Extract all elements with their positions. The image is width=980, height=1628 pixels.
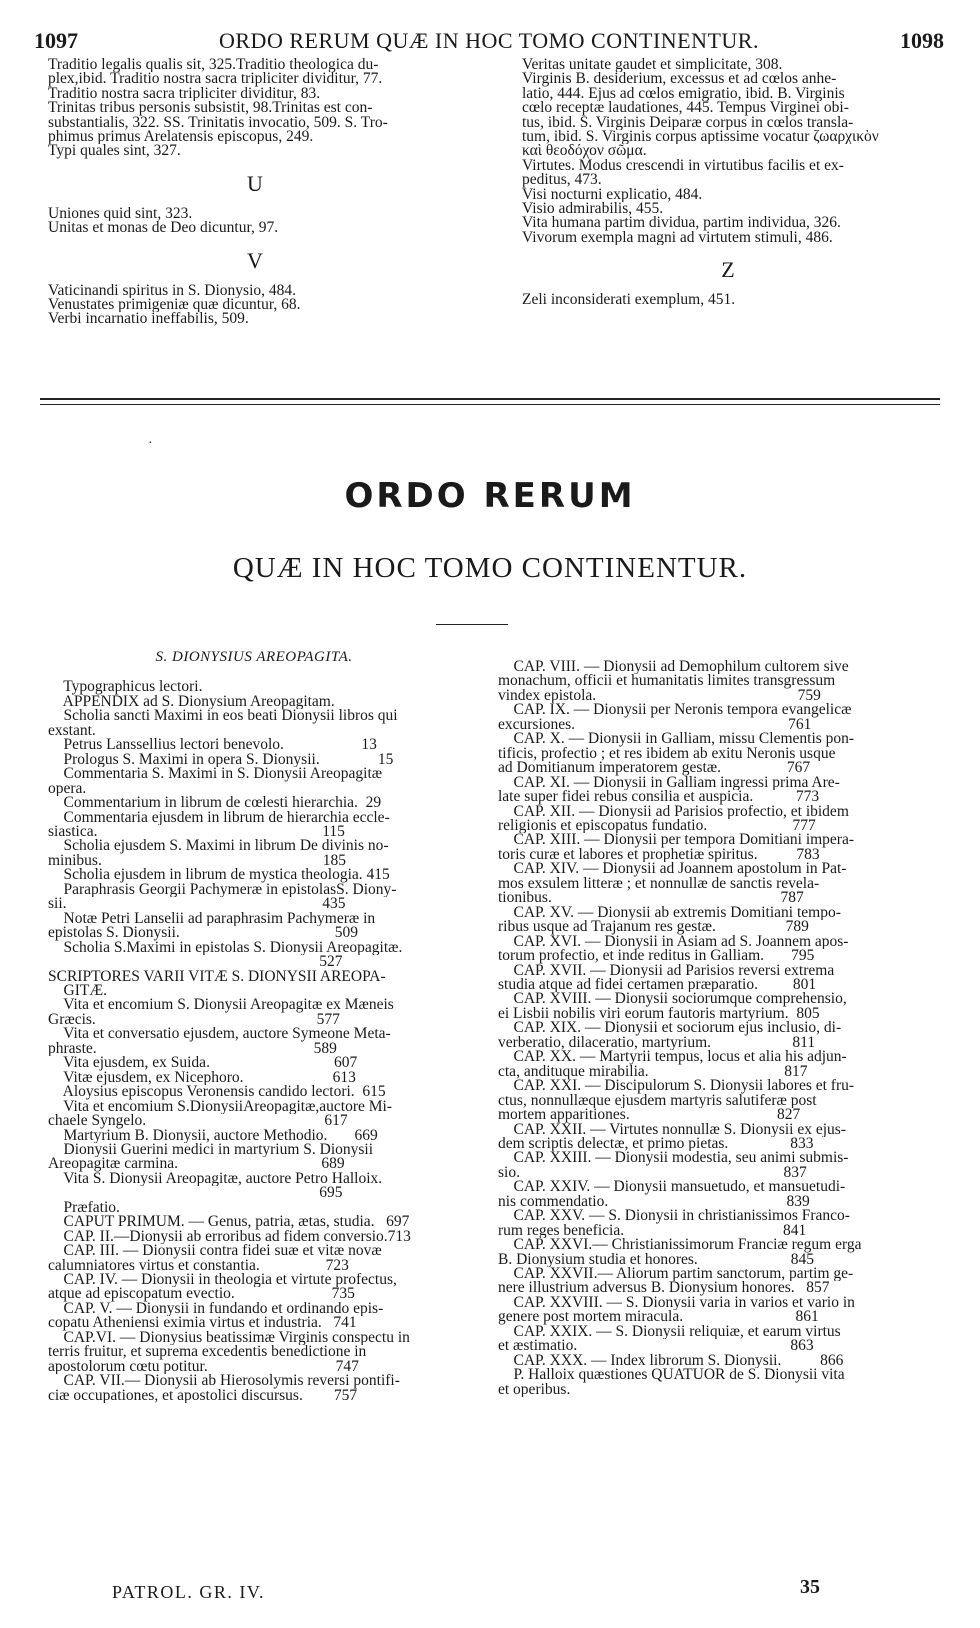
contents-entry-line: Aloysius episcopus Veronensis candido lectori. 615 bbox=[48, 1085, 386, 1100]
contents-entry-line: GITÆ. bbox=[48, 983, 107, 999]
contents-entry-line: rum reges beneficia. 841 bbox=[498, 1223, 807, 1239]
contents-entry-line: sio. 837 bbox=[498, 1165, 807, 1181]
contents-left-column bbox=[48, 650, 460, 1403]
contents-entry-line: vindex epistola. 759 bbox=[498, 688, 821, 704]
index-v-continued-entries bbox=[522, 58, 934, 245]
contents-entry-line: CAP. XXII. — Virtutes nonnullæ S. Dionysii ex ejus- bbox=[498, 1122, 846, 1137]
contents-entry-line: Prologus S. Maximi in opera S. Dionysii. 15 bbox=[48, 752, 394, 768]
index-entry-line: Uniones quid sint, 323. bbox=[48, 206, 193, 222]
index-entry-line: Verbi incarnatio ineffabilis, 509. bbox=[48, 312, 249, 327]
main-title: ORDO RERUM bbox=[344, 476, 636, 516]
contents-entry-line: CAP. V. — Dionysii in fundando et ordinando epis- bbox=[48, 1301, 384, 1317]
contents-entry-line: CAP. XIX. — Dionysii et sociorum ejus inclusio, di- bbox=[498, 1021, 842, 1036]
index-z-entries bbox=[522, 293, 934, 307]
page-number-right: 1098 bbox=[900, 28, 944, 53]
contents-entry-line: et æstimatio. 863 bbox=[498, 1339, 814, 1354]
index-entry-line: cœlo receptæ laudationes, 445. Tempus Virginei obi- bbox=[522, 101, 849, 116]
contents-entry-line: CAP. XVI. — Dionysii in Asiam ad S. Joannem apos- bbox=[498, 934, 849, 950]
divider-rule-top bbox=[40, 398, 940, 400]
contents-entry-line: CAP. XXI. — Discipulorum S. Dionysii labores et fru- bbox=[498, 1079, 855, 1094]
contents-entry-line: CAP. IX. — Dionysii per Neronis tempora evangelicæ bbox=[498, 703, 852, 718]
contents-entry-line: CAP. XXVII.— Aliorum partim sanctorum, partim ge- bbox=[498, 1267, 854, 1282]
contents-entry-line: Græcis. 577 bbox=[48, 1012, 340, 1028]
index-entry-line: latio, 444. Ejus ad cœlos emigratio, ibid. B. Virginis bbox=[522, 86, 845, 102]
index-entry-line: Vita humana partim dividua, partim individua, 326. bbox=[522, 216, 841, 231]
index-entry-line: Venustates primigeniæ quæ dicuntur, 68. bbox=[48, 298, 301, 313]
contents-entry-line: 527 bbox=[48, 955, 343, 970]
contents-entry-line: excursiones. 761 bbox=[498, 717, 812, 733]
index-entry-line: Virginis B. desiderium, excessus et ad cœlos anhe- bbox=[522, 72, 837, 87]
contents-entry-line: tionibus. 787 bbox=[498, 891, 804, 906]
contents-entry-line: CAP. XXVI.— Christianissimorum Franciæ regum erga bbox=[498, 1238, 862, 1253]
index-entry-line: Zeli inconsiderati exemplum, 451. bbox=[522, 293, 736, 308]
contents-entry-line: CAP. X. — Dionysii in Galliam, missu Clementis pon- bbox=[498, 732, 855, 747]
index-entry-line: Visi nocturni explicatio, 484. bbox=[522, 187, 703, 203]
contents-entry-line: cta, andituque mirabilia. 817 bbox=[498, 1064, 808, 1080]
contents-left-entries bbox=[48, 680, 460, 1403]
page-number-left: 1097 bbox=[34, 28, 78, 53]
contents-entry-line: APPENDIX ad S. Dionysium Areopagitam. bbox=[48, 694, 335, 710]
contents-entry-line: CAP. XV. — Dionysii ab extremis Domitiani tempo- bbox=[498, 905, 841, 921]
contents-entry-line: et operibus. bbox=[498, 1382, 571, 1398]
contents-entry-line: Typographicus lectori. bbox=[48, 680, 203, 695]
index-left-column bbox=[48, 58, 462, 327]
index-entry-line: tum, ibid. S. Virginis corpus aptissime vocatur ζωαρχικὸν bbox=[522, 130, 879, 145]
contents-entry-line: studia atque ad fidei certamen præparatio. 801 bbox=[498, 977, 817, 993]
index-entry-line: tus, ibid. S. Virginis Deiparæ corpus in cœlos transla- bbox=[522, 115, 854, 131]
index-entry-line: Trinitas tribus personis subsistit, 98.Trinitas est con- bbox=[48, 101, 373, 116]
contents-entry-line: dem scriptis delectæ, et primo pietas. 833 bbox=[498, 1136, 814, 1152]
index-entry-line: substantialis, 322. SS. Trinitatis invocatio, 509. S. Tro- bbox=[48, 115, 388, 131]
contents-entry-line: CAP. VIII. — Dionysii ad Demophilum cultorem sive bbox=[498, 660, 849, 675]
contents-entry-line: Martyrium B. Dionysii, auctore Methodio. 669 bbox=[48, 1128, 378, 1143]
contents-entry-line: mos exsulem litteræ ; et nonnullæ de sanctis revela- bbox=[498, 876, 820, 892]
contents-entry-line: calumniatores virtus et constantia. 723 bbox=[48, 1258, 349, 1274]
footer-volume: PATROL. GR. IV. bbox=[112, 1582, 266, 1602]
contents-entry-line: CAP. XIV. — Dionysii ad Joannem apostolum in Pat- bbox=[498, 862, 847, 877]
index-t-entries bbox=[48, 58, 462, 159]
contents-entry-line: CAP. XXX. — Index librorum S. Dionysii. 866 bbox=[498, 1353, 844, 1369]
contents-entry-line: sii. 435 bbox=[48, 897, 346, 912]
footer-page-number: 35 bbox=[800, 1576, 820, 1598]
running-header bbox=[34, 28, 944, 52]
short-rule bbox=[436, 624, 508, 625]
contents-entry-line: opera. bbox=[48, 781, 87, 797]
running-title: ORDO RERUM QUÆ IN HOC TOMO CONTINENTUR. bbox=[219, 28, 759, 53]
contents-entry-line: late super fidei rebus consilia et auspicia. 773 bbox=[498, 790, 820, 805]
contents-entry-line: siastica. 115 bbox=[48, 824, 345, 840]
index-entry-line: Traditio legalis qualis sit, 325.Traditio theologica du- bbox=[48, 58, 379, 73]
contents-entry-line: Areopagitæ carmina. 689 bbox=[48, 1157, 345, 1172]
index-u-entries bbox=[48, 207, 462, 236]
contents-entry-line: CAP. XX. — Martyrii tempus, locus et alia his adjun- bbox=[498, 1050, 847, 1065]
contents-entry-line: Scholia sancti Maximi in eos beati Dionysii libros qui bbox=[48, 709, 398, 724]
index-v-entries bbox=[48, 284, 462, 327]
contents-entry-line: nere illustrium adversus B. Dionysium honores. 857 bbox=[498, 1281, 830, 1296]
contents-entry-line: ctus, nonnullæque ejusdem martyris salutiferæ post bbox=[498, 1093, 817, 1109]
index-letter-z: Z bbox=[721, 257, 735, 283]
contents-entry-line: ei Lisbii nobilis viri eorum fautoris martyrium. 805 bbox=[498, 1006, 820, 1022]
contents-entry-line: verberatio, dilaceratio, martyrium. 811 bbox=[498, 1035, 816, 1051]
index-entry-line: Unitas et monas de Deo dicuntur, 97. bbox=[48, 221, 279, 236]
contents-entry-line: CAP. XXVIII. — S. Dionysii varia in varios et vario in bbox=[498, 1295, 855, 1311]
section-heading: S. DIONYSIUS AREOPAGITA. bbox=[155, 649, 353, 665]
contents-entry-line: Præfatio. bbox=[48, 1200, 120, 1216]
contents-entry-line: CAP. XI. — Dionysii in Galliam ingressi prima Are- bbox=[498, 775, 840, 791]
contents-entry-line: Vita et encomium S. Dionysii Areopagitæ ex Mæneis bbox=[48, 998, 394, 1013]
index-letter-u: U bbox=[247, 170, 263, 196]
contents-entry-line: epistolas S. Dionysii. 509 bbox=[48, 926, 359, 941]
contents-entry-line: CAP. XXIII. — Dionysii modestia, seu animi submis- bbox=[498, 1151, 849, 1166]
index-entry-line: Visio admirabilis, 455. bbox=[522, 202, 664, 217]
contents-entry-line: SCRIPTORES VARII VITÆ S. DIONYSII AREOPA- bbox=[48, 969, 386, 984]
contents-entry-line: CAPUT PRIMUM. — Genus, patria, ætas, studia. 697 bbox=[48, 1215, 410, 1230]
contents-entry-line: CAP. XVIII. — Dionysii sociorumque comprehensio, bbox=[498, 992, 847, 1007]
contents-entry-line: Commentaria ejusdem in librum de hierarchia eccle- bbox=[48, 810, 390, 825]
index-entry-line: Virtutes. Modus crescendi in virtutibus facilis et ex- bbox=[522, 158, 844, 174]
contents-entry-line: Vita S. Dionysii Areopagitæ, auctore Petro Halloix. bbox=[48, 1171, 383, 1187]
contents-entry-line: Scholia ejusdem S. Maximi in librum De divinis no- bbox=[48, 839, 389, 854]
contents-entry-line: CAP. XXV. — S. Dionysii in christianissimos Franco- bbox=[498, 1209, 850, 1224]
contents-entry-line: Commentaria S. Maximi in S. Dionysii Areopagitæ bbox=[48, 767, 383, 782]
contents-entry-line: Scholia ejusdem in librum de mystica theologia. 415 bbox=[48, 868, 390, 883]
contents-entry-line: Vitæ ejusdem, ex Nicephoro. 613 bbox=[48, 1070, 356, 1086]
contents-entry-line: CAP. XIII. — Dionysii per tempora Domitiani impera- bbox=[498, 833, 855, 848]
contents-entry-line: copatu Atheniensi eximia virtus et industria. 741 bbox=[48, 1316, 357, 1331]
contents-entry-line: religionis et episcopatus fundatio. 777 bbox=[498, 818, 816, 834]
contents-entry-line: CAP. III. — Dionysii contra fidei suæ et vitæ novæ bbox=[48, 1244, 382, 1259]
index-entry-line: Typi quales sint, 327. bbox=[48, 144, 181, 159]
contents-entry-line: Vita ejusdem, ex Suida. 607 bbox=[48, 1056, 358, 1071]
index-entry-line: peditus, 473. bbox=[522, 173, 602, 188]
index-letter-v: V bbox=[247, 247, 263, 273]
contents-entry-line: Notæ Petri Lanselii ad paraphrasim Pachymeræ in bbox=[48, 911, 376, 927]
contents-entry-line: 695 bbox=[48, 1186, 343, 1201]
contents-entry-line: CAP. XVII. — Dionysii ad Parisios reversi extrema bbox=[498, 963, 835, 978]
contents-entry-line: torum profectio, et inde reditus in Galliam. 795 bbox=[498, 949, 815, 964]
contents-entry-line: CAP. XXIX. — S. Dionysii reliquiæ, et earum virtus bbox=[498, 1324, 841, 1340]
contents-entry-line: exstant. bbox=[48, 723, 96, 739]
index-entry-line: Vaticinandi spiritus in S. Dionysio, 484. bbox=[48, 283, 296, 299]
contents-right-entries bbox=[498, 660, 934, 1397]
index-entry-line: Veritas unitate gaudet et simplicitate, 308. bbox=[522, 58, 783, 73]
main-subtitle: QUÆ IN HOC TOMO CONTINENTUR. bbox=[232, 552, 748, 584]
contents-entry-line: Vita et conversatio ejusdem, auctore Symeone Meta- bbox=[48, 1027, 391, 1042]
contents-entry-line: CAP.VI. — Dionysius beatissimæ Virginis conspectu in bbox=[48, 1330, 410, 1346]
contents-entry-line: CAP. VII.— Dionysii ab Hierosolymis reversi pontifi- bbox=[48, 1374, 400, 1389]
contents-entry-line: Dionysii Guerini medici in martyrium S. Dionysii bbox=[48, 1142, 374, 1158]
contents-entry-line: Petrus Lanssellius lectori benevolo. 13 bbox=[48, 738, 377, 753]
contents-entry-line: nis commendatio. 839 bbox=[498, 1194, 810, 1210]
index-entry-line: καὶ θεοδόχον σῶμα. bbox=[522, 144, 647, 159]
contents-entry-line: CAP. II.—Dionysii ab erroribus ad fidem conversio.713 bbox=[48, 1229, 411, 1245]
contents-entry-line: P. Halloix quæstiones QUATUOR de S. Dionysii vita bbox=[498, 1368, 845, 1383]
contents-entry-line: terris fruitur, et suprema excedentis benedictione in bbox=[48, 1345, 367, 1360]
index-entry-line: plex,ibid. Traditio nostra sacra tripliciter dividitur, 77. bbox=[48, 72, 383, 87]
contents-entry-line: CAP. XII. — Dionysii ad Parisios profectio, et ibidem bbox=[498, 804, 849, 819]
divider-rule-bottom bbox=[40, 404, 940, 405]
contents-entry-line: ciæ occupationes, et apostolici discursus. 757 bbox=[48, 1388, 358, 1404]
contents-entry-line: tificis, profectio ; et res ibidem ab exitu Neronis usque bbox=[498, 746, 836, 762]
contents-right-column bbox=[498, 660, 934, 1397]
contents-entry-line: phraste. 589 bbox=[48, 1041, 337, 1057]
contents-entry-line: mortem apparitiones. 827 bbox=[498, 1108, 801, 1123]
contents-entry-line: Commentarium in librum de cœlesti hierarchia. 29 bbox=[48, 796, 382, 811]
contents-entry-line: CAP. XXIV. — Dionysii mansuetudo, et mansuetudi- bbox=[498, 1180, 846, 1195]
contents-entry-line: minibus. 185 bbox=[48, 853, 346, 869]
contents-entry-line: genere post mortem miracula. 861 bbox=[498, 1310, 819, 1325]
contents-entry-line: CAP. IV. — Dionysii in theologia et virtute profectus, bbox=[48, 1273, 397, 1288]
contents-entry-line: monachum, officii et humanitatis limites transgressum bbox=[498, 674, 836, 689]
index-entry-line: phimus primus Arelatensis episcopus, 249. bbox=[48, 130, 314, 145]
index-entry-line: Traditio nostra sacra tripliciter dividitur, 83. bbox=[48, 86, 321, 102]
index-entry-line: Vivorum exempla magni ad virtutem stimuli, 486. bbox=[522, 230, 833, 246]
contents-entry-line: B. Dionysium studia et honores. 845 bbox=[498, 1252, 815, 1268]
contents-entry-line: Scholia S.Maximi in epistolas S. Dionysii Areopagitæ. bbox=[48, 940, 403, 956]
contents-entry-line: Paraphrasis Georgii Pachymeræ in epistolasS. Diony- bbox=[48, 882, 397, 898]
contents-entry-line: Vita et encomium S.DionysiiAreopagitæ,auctore Mi- bbox=[48, 1099, 393, 1115]
index-right-column bbox=[522, 58, 934, 308]
stray-dot: · bbox=[148, 436, 153, 451]
contents-entry-line: atque ad episcopatum evectio. 735 bbox=[48, 1287, 355, 1302]
contents-entry-line: toris curæ et labores et prophetiæ spiritus. 783 bbox=[498, 847, 820, 863]
contents-entry-line: ribus usque ad Trajanum res gestæ. 789 bbox=[498, 920, 809, 935]
contents-entry-line: apostolorum cœtu potitur. 747 bbox=[48, 1359, 359, 1375]
contents-entry-line: ad Domitianum imperatorem gestæ. 767 bbox=[498, 761, 811, 776]
contents-entry-line: chaele Syngelo. 617 bbox=[48, 1114, 348, 1129]
